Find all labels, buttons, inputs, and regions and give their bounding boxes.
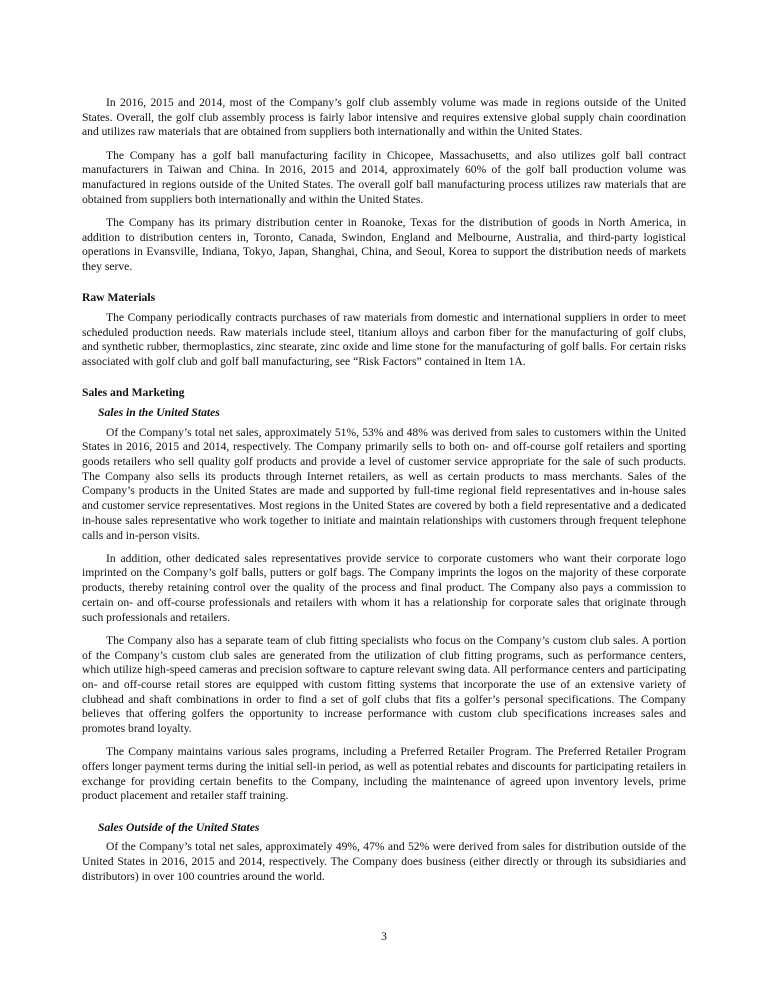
document-page	[82, 96, 686, 893]
paragraph-preferred-retailer: The Company maintains various sales programs, including a Preferred Retailer Program. The Preferred Retailer Program offers longer payment terms during the initial sell-in period, as well as potential rebates and discounts for participating retailers in exchange for providing certain benefits to the Company, including the maintenance of agreed upon inventory levels, prime product placement and retailer staff training.	[82, 745, 686, 803]
paragraph-ball-manufacturing: The Company has a golf ball manufacturing facility in Chicopee, Massachusetts, and also utilizes golf ball contract manufacturers in Taiwan and China. In 2016, 2015 and 2014, approximately 60% of the golf ball production volume was manufactured in regions outside of the United States. The overall golf ball manufacturing process utilizes raw materials that are obtained from suppliers both internationally and within the United States.	[82, 148, 686, 206]
paragraph-intl-sales: Of the Company’s total net sales, approximately 49%, 47% and 52% were derived from sales for distribution outside of the United States in 2016, 2015 and 2014, respectively. The Company does business (either directly or through its subsidiaries and distributors) in over 100 countries around the world.	[82, 840, 686, 883]
paragraph-corporate-sales: In addition, other dedicated sales representatives provide service to corporate customers who want their corporate logo imprinted on the Company’s golf balls, putters or golf bags. The Company imprints the logos on the majority of these corporate products, thereby retaining control over the quality of the process and final product. The Company also pays a commission to certain on- and off-course professionals and retailers with whom it has a relationship for corporate sales that originate through such professionals and retailers.	[82, 551, 686, 624]
paragraph-raw-materials: The Company periodically contracts purchases of raw materials from domestic and international suppliers in order to meet scheduled production needs. Raw materials include steel, titanium alloys and carbon fiber for the manufacturing of golf clubs, and synthetic rubber, thermoplastics, zinc stearate, zinc oxide and lime stone for the manufacturing of golf balls. For certain risks associated with golf club and golf ball manufacturing, see “Risk Factors” contained in Item 1A.	[82, 310, 686, 369]
page-number: 3	[381, 930, 387, 943]
paragraph-distribution: The Company has its primary distribution center in Roanoke, Texas for the distribution of goods in North America, in addition to distribution centers in, Toronto, Canada, Swindon, England and Melbourne, Australia, and third-party logistical operations in Evansville, Indiana, Tokyo, Japan, Shanghai, China, and Seoul, Korea to support the distribution needs of markets they serve.	[82, 215, 686, 274]
paragraph-us-sales: Of the Company’s total net sales, approximately 51%, 53% and 48% was derived from sales to customers within the United States in 2016, 2015 and 2014, respectively. The Company primarily sells to both on- and off-course golf retailers and sporting goods retailers who sell quality golf products and provide a level of customer service appropriate for the sale of such products. The Company also sells its products through Internet retailers, as well as certain products to mass merchants. Sales of the Company’s products in the United States are made and supported by full-time regional field representatives and in-house sales and customer service representatives. Most regions in the United States are covered by both a field representative and a dedicated in-house sales representative who work together to initiate and maintain relationships with customers through frequent telephone calls and in-person visits.	[82, 425, 686, 542]
paragraph-custom-club: The Company also has a separate team of club fitting specialists who focus on the Company’s custom club sales. A portion of the Company’s custom club sales are generated from the utilization of club fitting programs, such as performance centers, which utilize high-speed cameras and precision software to capture relevant swing data. All performance centers and participating on- and off-course retail stores are equipped with custom fitting systems that incorporate the use of an extensive variety of clubhead and shaft combinations in order to find a set of golf clubs that fits a golfer’s personal specifications. The Company believes that offering golfers the opportunity to increase performance with custom club specifications increases sales and promotes brand loyalty.	[82, 633, 686, 736]
heading-raw-materials: Raw Materials	[82, 291, 156, 305]
subheading-sales-intl: Sales Outside of the United States	[98, 820, 260, 834]
heading-sales-marketing: Sales and Marketing	[82, 386, 185, 400]
subheading-sales-us: Sales in the United States	[98, 405, 220, 419]
paragraph-club-assembly: In 2016, 2015 and 2014, most of the Company’s golf club assembly volume was made in regions outside of the United States. Overall, the golf club assembly process is fairly labor intensive and requires extensive global supply chain coordination and utilizes raw materials that are obtained from suppliers both internationally and within the United States.	[82, 96, 686, 139]
